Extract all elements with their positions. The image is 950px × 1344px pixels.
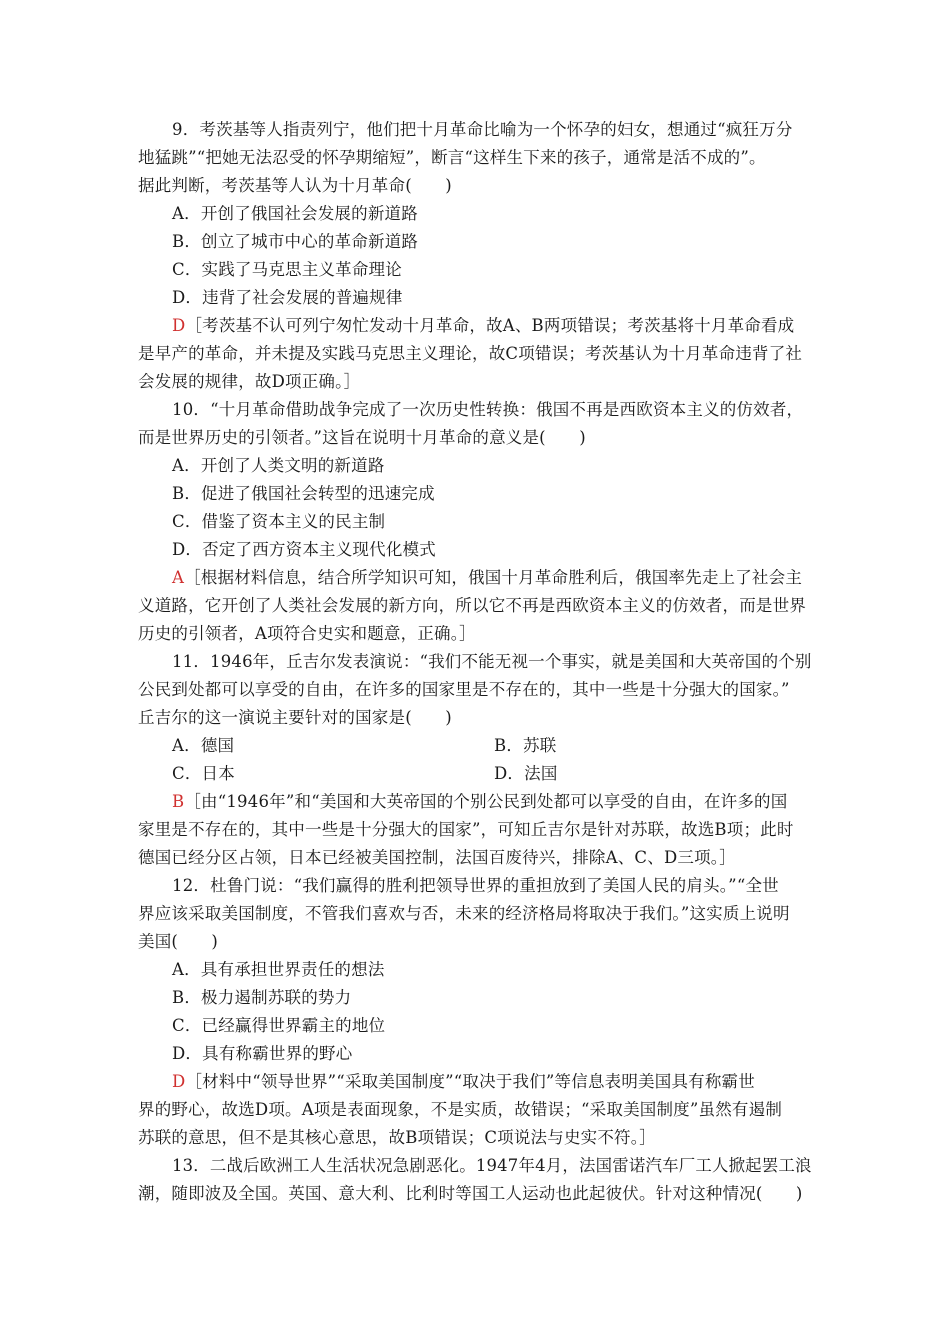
q11-stem-line-2: 公民到处都可以享受的自由，在许多的国家里是不存在的，其中一些是十分强大的国家。”	[138, 680, 790, 699]
q11-explanation-text: ［由“1946年”和“美国和大英帝国的个别公民到处都可以享受的自由，在许多的国	[184, 792, 788, 811]
q10-explanation-text: ［根据材料信息，结合所学知识可知，俄国十月革命胜利后，俄国率先走上了社会主	[184, 568, 803, 587]
q11-option-b: B．苏联	[494, 736, 557, 755]
q10-stem-line-1: 10．“十月革命借助战争完成了一次历史性转换：俄国不再是西欧资本主义的仿效者，	[172, 400, 804, 419]
q12-explanation-text: ［材料中“领导世界”“采取美国制度”“取决于我们”等信息表明美国具有称霸世	[185, 1072, 755, 1091]
q11-explanation-line-2: 家里是不存在的，其中一些是十分强大的国家”，可知丘吉尔是针对苏联，故选B项；此时	[138, 820, 794, 839]
q12-explanation-line-1	[172, 1068, 755, 1096]
q13-stem-line-2: 潮，随即波及全国。英国、意大利、比利时等国工人运动也此起彼伏。针对这种情况( )	[138, 1184, 803, 1203]
q10-option-c: C．借鉴了资本主义的民主制	[172, 512, 386, 531]
q10-explanation-line-2: 义道路，它开创了人类社会发展的新方向，所以它不再是西欧资本主义的仿效者，而是世界	[138, 596, 806, 615]
q12-option-a: A．具有承担世界责任的想法	[172, 960, 385, 979]
q10-option-b: B．促进了俄国社会转型的迅速完成	[172, 484, 435, 503]
q11-option-c: C．日本	[172, 764, 235, 783]
q9-option-b: B．创立了城市中心的革命新道路	[172, 232, 419, 251]
q9-answer-letter: D	[172, 316, 186, 335]
q13-stem-line-1: 13．二战后欧洲工人生活状况急剧恶化。1947年4月，法国雷诺汽车厂工人掀起罢工浪	[172, 1156, 812, 1175]
q9-stem-line-1: 9．考茨基等人指责列宁，他们把十月革命比喻为一个怀孕的妇女，想通过“疯狂万分	[172, 120, 793, 139]
q11-answer-letter: B	[172, 792, 185, 811]
q12-option-d: D．具有称霸世界的野心	[172, 1044, 353, 1063]
q10-stem-line-2: 而是世界历史的引领者。”这旨在说明十月革命的意义是( )	[138, 428, 586, 447]
q11-explanation-line-1	[172, 788, 787, 816]
q11-stem-line-1: 11．1946年，丘吉尔发表演说：“我们不能无视一个事实，就是美国和大英帝国的个别	[172, 652, 812, 671]
q10-explanation-line-1	[172, 564, 802, 592]
q12-stem-line-1: 12．杜鲁门说：“我们赢得的胜利把领导世界的重担放到了美国人民的肩头。”“全世	[172, 876, 779, 895]
q9-option-c: C．实践了马克思主义革命理论	[172, 260, 402, 279]
q9-explanation-line-2: 是早产的革命，并未提及实践马克思主义理论，故C项错误；考茨基认为十月革命违背了社	[138, 344, 803, 363]
q9-option-d: D．违背了社会发展的普遍规律	[172, 288, 403, 307]
q11-option-a: A．德国	[172, 736, 235, 755]
q10-explanation-line-3: 历史的引领者，A项符合史实和题意，正确。］	[138, 624, 476, 643]
q12-stem-line-3: 美国( )	[138, 932, 219, 951]
q12-explanation-line-3: 苏联的意思，但不是其核心意思，故B项错误；C项说法与史实不符。］	[138, 1128, 656, 1147]
q10-option-a: A．开创了人类文明的新道路	[172, 456, 385, 475]
q9-explanation-line-3: 会发展的规律，故D项正确。］	[138, 372, 361, 391]
q10-option-d: D．否定了西方资本主义现代化模式	[172, 540, 436, 559]
q12-stem-line-2: 界应该采取美国制度，不管我们喜欢与否，未来的经济格局将取决于我们。”这实质上说明	[138, 904, 790, 923]
q11-stem-line-3: 丘吉尔的这一演说主要针对的国家是( )	[138, 708, 452, 727]
q10-answer-letter: A	[172, 568, 185, 587]
q9-stem-line-2: 地猛跳”“把她无法忍受的怀孕期缩短”，断言“这样生下来的孩子，通常是活不成的”。	[138, 148, 766, 167]
q9-stem-line-3: 据此判断，考茨基等人认为十月革命( )	[138, 176, 452, 195]
q9-explanation-text: ［考茨基不认可列宁匆忙发动十月革命，故A、B两项错误；考茨基将十月革命看成	[185, 316, 795, 335]
q12-explanation-line-2: 界的野心，故选D项。A项是表面现象，不是实质，故错误；“采取美国制度”虽然有遏制	[138, 1100, 783, 1119]
q9-explanation-line-1	[172, 312, 794, 340]
q9-option-a: A．开创了俄国社会发展的新道路	[172, 204, 418, 223]
q12-answer-letter: D	[172, 1072, 186, 1091]
q11-explanation-line-3: 德国已经分区占领，日本已经被美国控制，法国百废待兴，排除A、C、D三项。］	[138, 848, 736, 867]
q12-option-b: B．极力遏制苏联的势力	[172, 988, 352, 1007]
q12-option-c: C．已经赢得世界霸主的地位	[172, 1016, 386, 1035]
q11-option-d: D．法国	[494, 764, 558, 783]
